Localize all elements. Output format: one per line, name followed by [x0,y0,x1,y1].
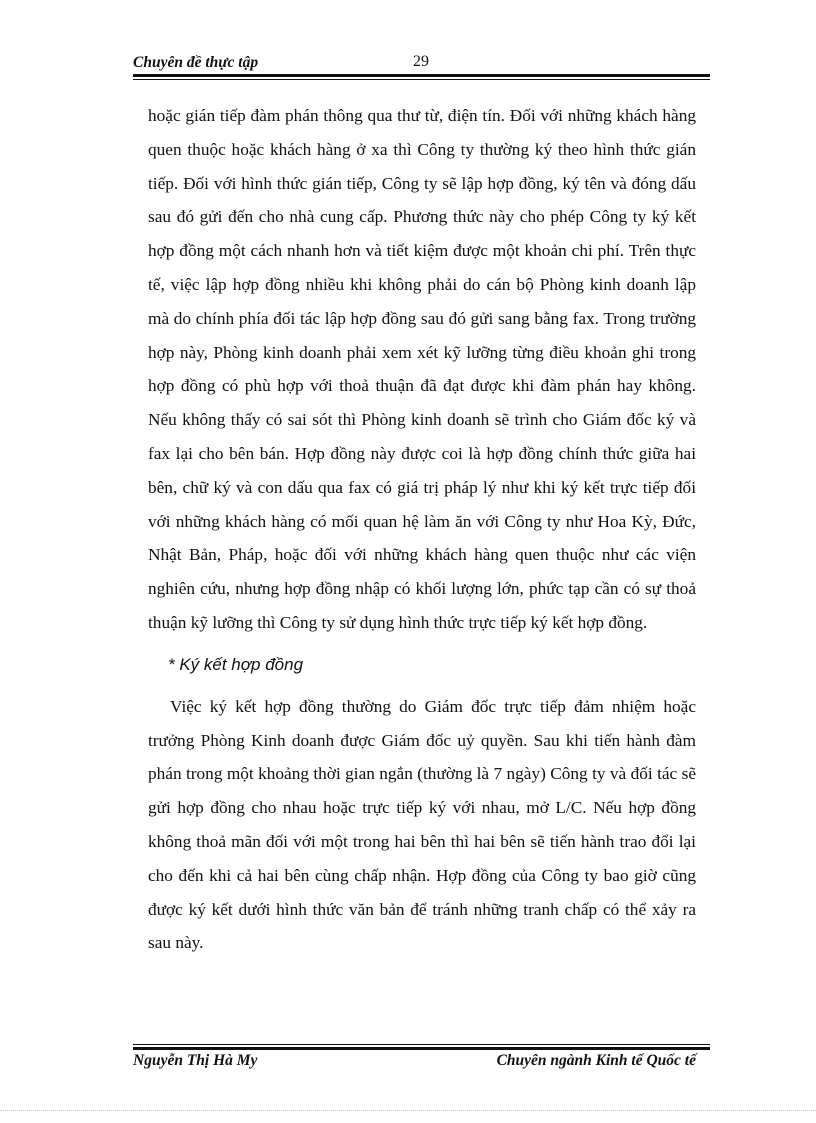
document-body [148,99,696,960]
footer-rule-thin [133,1044,710,1045]
footer-author: Nguyễn Thị Hà My [133,1052,258,1069]
paragraph-contract-signing: Việc ký kết hợp đồng thường do Giám đốc trực tiếp đảm nhiệm hoặc trưởng Phòng Kinh doanh được Giám đốc uỷ quyền. Sau khi tiến hành đàm phán trong một khoảng thời gian ngắn (thường là 7 ngày) Công ty và đối tác sẽ gửi hợp đồng cho nhau hoặc trực tiếp ký với nhau, mở L/C. Nếu hợp đồng không thoả mãn đối với một trong hai bên thì hai bên sẽ tiến hành trao đổi lại cho đến khi cả hai bên cùng chấp nhận. Hợp đồng của Công ty bao giờ cũng được ký kết dưới hình thức văn bản để tránh những tranh chấp có thể xảy ra sau này. [148,696,696,953]
page-footer [133,1052,696,1074]
page-header [133,52,710,76]
footer-major: Chuyên ngành Kinh tế Quốc tế [496,1052,696,1069]
header-rule-thin [133,79,710,80]
footer-rule-thick [133,1047,710,1050]
header-rule-thick [133,74,710,77]
page-bottom-border [0,1110,816,1111]
section-subheading: * Ký kết hợp đồng [168,654,304,674]
header-title: Chuyên đề thực tập [133,54,259,71]
paragraph-continued: hoặc gián tiếp đàm phán thông qua thư từ, điện tín. Đối với những khách hàng quen thuộc hoặc khách hàng ở xa thì Công ty thường ký theo hình thức gián tiếp. Đối với hình thức gián tiếp, Công ty sẽ lập hợp đồng, ký tên và đóng dấu sau đó gửi đến cho nhà cung cấp. Phương thức này cho phép Công ty ký kết hợp đồng một cách nhanh hơn và tiết kiệm được một khoản chi phí. Trên thực tế, việc lập hợp đồng nhiều khi không phải do cán bộ Phòng kinh doanh lập mà do chính phía đối tác lập hợp đồng sau đó gửi sang bằng fax. Trong trường hợp này, Phòng kinh doanh phải xem xét kỹ lưỡng từng điều khoản ghi trong hợp đồng có phù hợp với thoả thuận đã đạt được khi đàm phán hay không. Nếu không thấy có sai sót thì Phòng kinh doanh sẽ trình cho Giám đốc ký và fax lại cho bên bán. Hợp đồng này được coi là hợp đồng chính thức giữa hai bên, chữ ký và con dấu qua fax có giá trị pháp lý như khi ký kết trực tiếp đối với những khách hàng có mối quan hệ làm ăn với Công ty như Hoa Kỳ, Đức, Nhật Bản, Pháp, hoặc đối với những khách hàng quen thuộc như các viện nghiên cứu, nhưng hợp đồng nhập có khối lượng lớn, phức tạp cần có sự thoả thuận kỹ lưỡng thì Công ty sử dụng hình thức trực tiếp ký kết hợp đồng. [148,106,696,632]
page-number: 29 [413,53,429,70]
